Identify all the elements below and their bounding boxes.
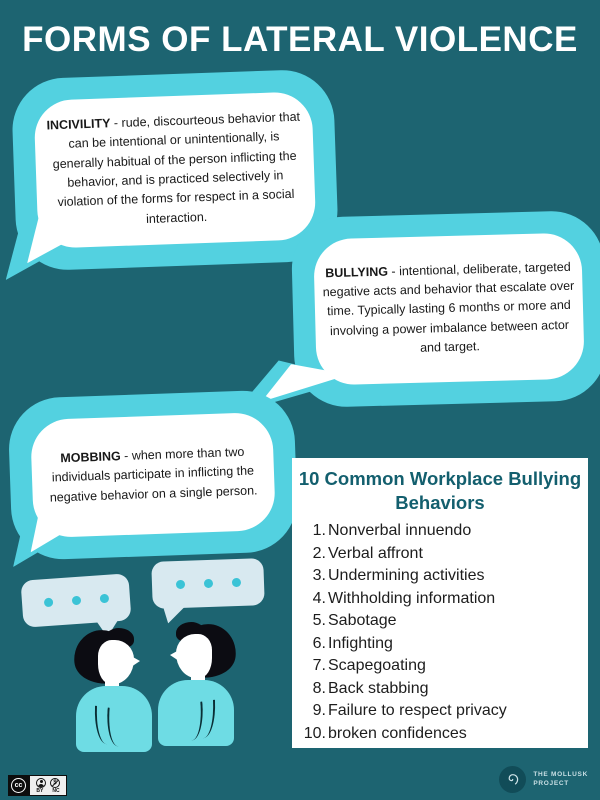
nose-shape: [131, 656, 140, 667]
item-label: Withholding information: [328, 589, 496, 607]
typing-dot: [175, 580, 184, 589]
incivility-term: INCIVILITY: [46, 116, 111, 133]
logo-text-line2: PROJECT: [533, 779, 569, 787]
list-item: [298, 678, 588, 701]
typing-dot: [71, 596, 81, 606]
mollusk-project-logo: [499, 766, 588, 793]
typing-bubble-tail: [163, 605, 188, 624]
behaviors-title-line2: Behaviors: [395, 492, 485, 513]
shell-spiral-icon: [499, 766, 526, 793]
item-number: 6.: [312, 634, 326, 652]
incivility-text: - rude, discourteous behavior that can be intentional or unintentionally, is generally habitual of the person inflicting the behavior, and is practiced selectively in violation of the forms for respect in a social interaction.: [52, 109, 301, 226]
typing-dot: [99, 594, 109, 604]
typing-bubble-left: [20, 573, 131, 627]
typing-dot: [43, 598, 53, 608]
bullying-term: BULLYING: [325, 264, 389, 280]
speech-bubble-mobbing: [7, 389, 298, 561]
item-label: broken confidences: [328, 724, 467, 742]
typing-dot: [203, 579, 212, 588]
behaviors-panel: [292, 458, 588, 748]
mobbing-text: - when more than two individuals participate in inflicting the negative behavior on a single person.: [49, 444, 258, 505]
list-item: [298, 723, 588, 746]
cc-icon: cc: [11, 778, 26, 793]
person-right-illustration: [156, 622, 236, 746]
item-number: 3.: [312, 567, 326, 584]
cc-nc-icon: [50, 778, 60, 788]
item-label: Undermining activities: [328, 567, 485, 584]
typing-bubble-right: [151, 558, 265, 609]
list-item: [298, 610, 588, 633]
item-number: 4.: [312, 589, 326, 607]
item-label: Back stabbing: [328, 679, 429, 697]
list-item: [298, 700, 588, 723]
list-item: [298, 520, 588, 543]
mobbing-term: MOBBING: [60, 449, 121, 466]
behaviors-title: [292, 458, 588, 515]
logo-text-line1: THE MOLLUSK: [533, 771, 588, 778]
item-number: 9.: [312, 702, 326, 719]
item-number: 1.: [312, 522, 326, 539]
list-item: [298, 655, 588, 678]
behaviors-title-line1: 10 Common Workplace Bullying: [298, 468, 582, 489]
item-label: Sabotage: [328, 612, 397, 629]
item-number: 2.: [312, 544, 326, 562]
list-item: [298, 565, 588, 588]
list-item: [298, 543, 588, 566]
incivility-definition: [34, 91, 317, 249]
item-label: Verbal affront: [328, 544, 423, 562]
item-label: Scapegoating: [328, 657, 426, 674]
cc-by-label: BY: [36, 787, 44, 794]
nose-shape: [170, 650, 179, 661]
cc-nc-label: NC: [52, 787, 60, 794]
item-number: 10.: [303, 724, 326, 742]
behaviors-list: [292, 520, 588, 745]
bullying-text: - intentional, deliberate, targeted negative acts and behavior that escalate over time. Typically lasting 6 months or more and involving a power imbalance between actor and target.: [322, 259, 575, 355]
list-item: [298, 588, 588, 611]
page-title: FORMS OF LATERAL VIOLENCE: [22, 20, 578, 59]
item-number: 7.: [312, 657, 326, 674]
cc-license-badge: [8, 775, 67, 796]
speech-bubble-bullying: [291, 210, 600, 408]
item-number: 5.: [312, 612, 326, 629]
mobbing-definition: [30, 412, 276, 538]
typing-dot: [231, 578, 240, 587]
list-item: [298, 633, 588, 656]
item-label: Nonverbal innuendo: [328, 522, 472, 539]
cc-by-icon: [36, 778, 46, 788]
bullying-definition: [313, 233, 585, 386]
item-label: Infighting: [328, 634, 393, 652]
cc-logo-icon: [8, 775, 29, 796]
item-number: 8.: [312, 679, 326, 697]
person-left-illustration: [74, 628, 154, 752]
item-label: Failure to respect privacy: [328, 702, 507, 719]
speech-bubble-incivility: [11, 68, 340, 271]
